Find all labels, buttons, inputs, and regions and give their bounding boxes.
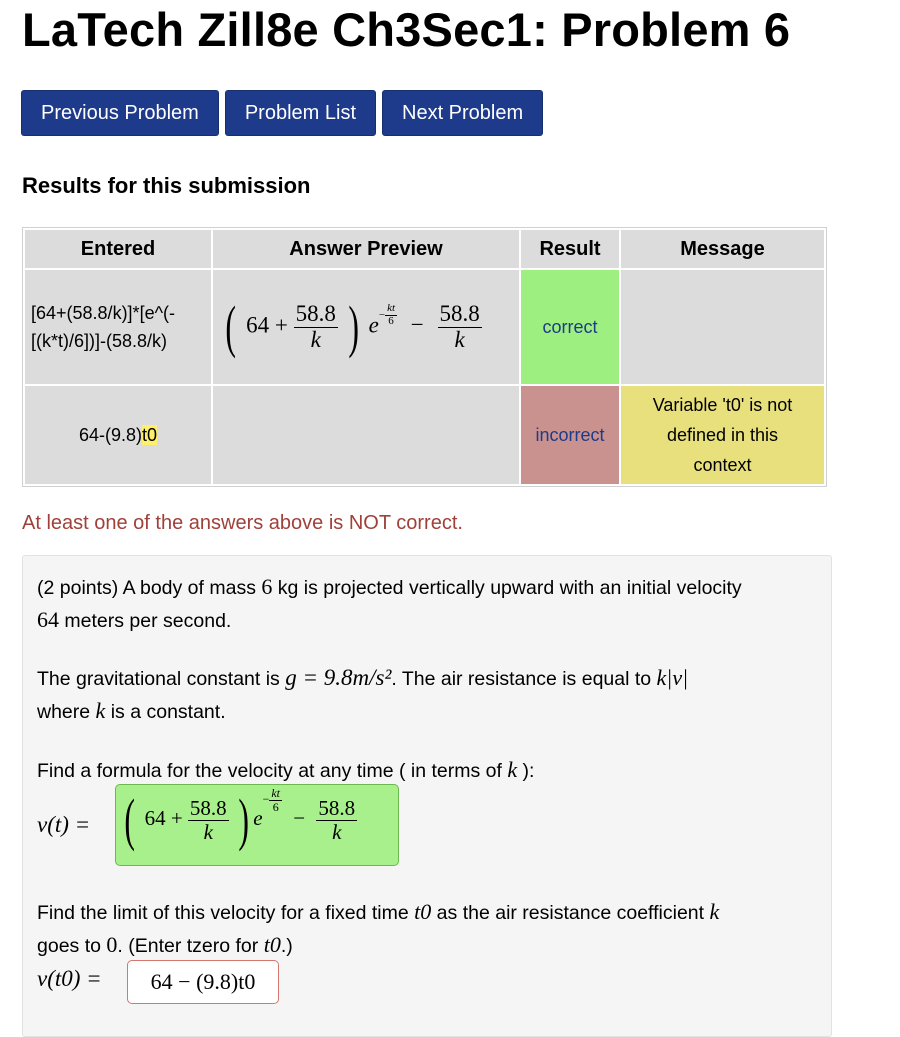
gravity-text: where	[37, 701, 96, 723]
answer-2-field[interactable]	[127, 960, 279, 1004]
message-line: defined in this	[666, 425, 779, 445]
table-row	[25, 270, 824, 384]
question-text: ):	[517, 760, 535, 782]
k-variable: k	[507, 757, 518, 782]
frac-denominator: k	[454, 326, 465, 352]
message-line: Variable 't0' is not	[652, 395, 793, 415]
answer-2-value: 64 − (9.8)t0	[150, 969, 256, 994]
result-correct: correct	[521, 270, 619, 384]
paren-close: )	[347, 294, 359, 359]
preview-fraction	[294, 302, 338, 351]
preview-const: 64	[246, 312, 270, 338]
col-result: Result	[521, 230, 619, 268]
question-text: goes to	[37, 935, 107, 957]
exp-sign: −	[378, 308, 386, 321]
message-line: context	[693, 455, 752, 475]
question-2	[37, 896, 719, 962]
paren-open: (	[225, 294, 236, 359]
page-title: LaTech Zill8e Ch3Sec1: Problem 6	[22, 3, 791, 56]
question-text: . (Enter tzero for	[117, 935, 264, 957]
answer-const: 64	[144, 805, 166, 830]
previous-problem-button[interactable]: Previous Problem	[21, 90, 219, 136]
intro-text: meters per second.	[59, 610, 232, 632]
exp-numerator: kt	[387, 302, 396, 315]
gravity-equation: g = 9.8m/s²	[285, 665, 392, 690]
exp-fraction	[269, 787, 282, 813]
preview-exponent	[378, 302, 397, 327]
message-cell-empty	[621, 270, 824, 384]
table-row	[25, 386, 824, 484]
frac-denominator: k	[332, 819, 342, 844]
frac-denominator: k	[203, 819, 213, 844]
answer-1-label: v(t) =	[37, 812, 91, 837]
answer-minus: −	[293, 805, 306, 830]
result-incorrect: incorrect	[521, 386, 619, 484]
frac-numerator: 58.8	[295, 301, 336, 327]
zero-value: 0	[106, 932, 118, 957]
frac-numerator: 58.8	[189, 796, 227, 821]
col-answer-preview: Answer Preview	[213, 230, 519, 268]
velocity-value: 64	[37, 607, 59, 632]
gravity-text: is a constant.	[105, 701, 226, 723]
gravity-text: . The air resistance is equal to	[391, 668, 657, 690]
entered-line: [(k*t)/6])]-(58.8/k)	[31, 331, 168, 351]
t0-variable: t0	[414, 899, 432, 924]
t0-variable: t0	[263, 932, 281, 957]
question-text: as the air resistance coefficient	[431, 902, 710, 924]
question-1	[37, 754, 534, 787]
intro-text: kg is projected vertically upward with an initial velocity	[272, 577, 742, 599]
intro-text: (2 points) A body of mass	[37, 577, 262, 599]
answer-plus: +	[170, 805, 183, 830]
answer-1-field[interactable]	[115, 784, 399, 866]
exp-numerator: kt	[271, 785, 281, 800]
frac-numerator: 58.8	[318, 796, 356, 821]
col-message: Message	[621, 230, 824, 268]
next-problem-button[interactable]: Next Problem	[382, 90, 543, 136]
answer-e: e	[253, 805, 263, 830]
paren-close: )	[238, 787, 249, 852]
problem-intro	[37, 571, 742, 637]
problem-panel	[22, 555, 832, 1037]
k-variable: k	[95, 698, 106, 723]
preview-fraction-2	[438, 302, 482, 351]
results-heading: Results for this submission	[22, 173, 311, 198]
entered-cell	[25, 270, 211, 384]
highlighted-variable: t0	[142, 424, 158, 445]
answer-preview-cell-empty	[213, 386, 519, 484]
col-entered: Entered	[25, 230, 211, 268]
frac-numerator: 58.8	[439, 301, 480, 327]
k-variable: k	[709, 899, 720, 924]
question-text: Find the limit of this velocity for a fixed time	[37, 902, 415, 924]
paren-open: (	[124, 787, 135, 852]
entered-cell	[25, 386, 211, 484]
answer-fraction	[188, 797, 229, 842]
question-text: Find a formula for the velocity at any time ( in terms of	[37, 760, 508, 782]
exp-fraction	[385, 303, 397, 327]
answer-2-label: v(t0) =	[37, 966, 102, 991]
problem-gravity	[37, 662, 688, 728]
message-cell	[621, 386, 824, 484]
preview-e: e	[368, 312, 379, 338]
answer-exponent	[262, 785, 282, 814]
answer-1-expression	[120, 785, 357, 852]
question-text: .)	[280, 935, 293, 957]
gravity-text: The gravitational constant is	[37, 668, 286, 690]
problem-nav	[21, 90, 543, 136]
mass-value: 6	[261, 574, 273, 599]
answer-fraction-2	[316, 797, 357, 842]
preview-plus: +	[274, 312, 288, 338]
entered-line: [64+(58.8/k)]*[e^(-	[31, 303, 176, 323]
exp-denominator: 6	[388, 314, 394, 327]
incorrect-warning: At least one of the answers above is NOT correct.	[22, 512, 463, 534]
results-table	[22, 227, 827, 487]
entered-prefix: 64-(9.8)	[78, 424, 142, 445]
preview-minus: −	[410, 312, 424, 338]
results-header-row	[25, 230, 824, 268]
answer-preview-cell	[213, 270, 519, 384]
air-resistance-expr: k|v|	[656, 665, 689, 690]
frac-denominator: k	[310, 326, 321, 352]
problem-list-button[interactable]: Problem List	[225, 90, 376, 136]
exp-denominator: 6	[272, 799, 279, 814]
exp-sign: −	[262, 791, 270, 806]
